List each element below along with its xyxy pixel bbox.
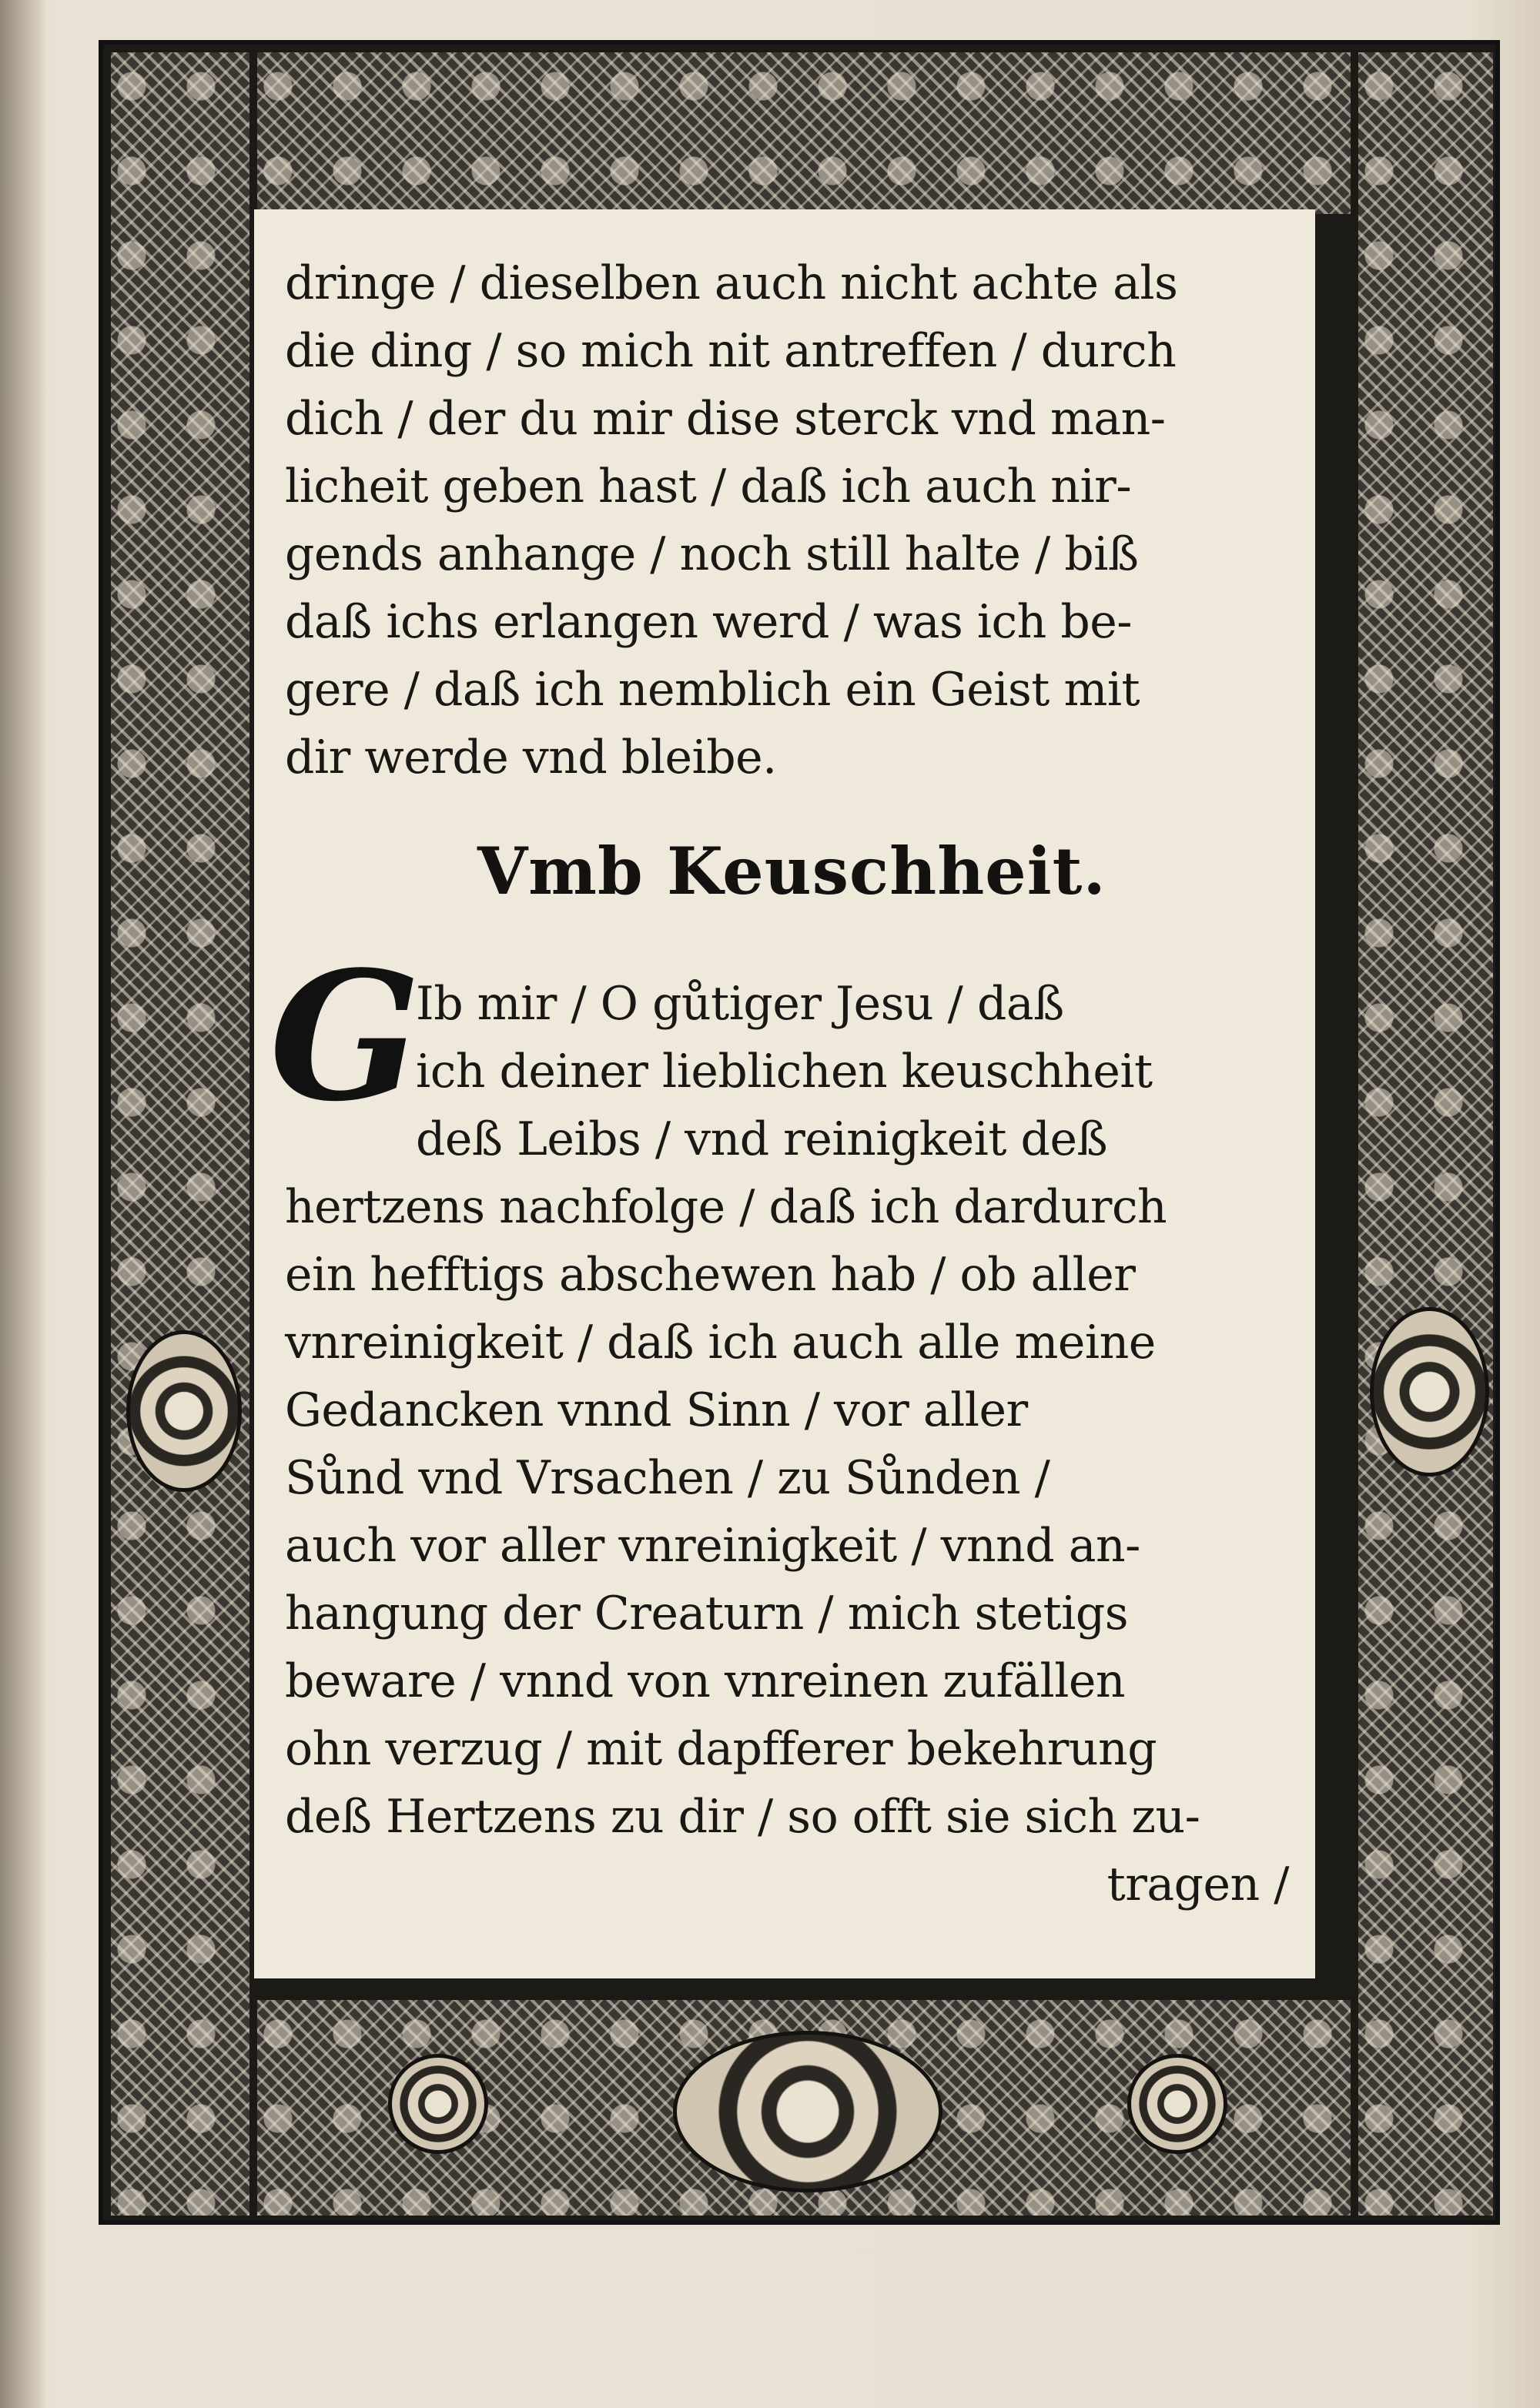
catchword-line: tragen /: [1106, 1858, 1289, 1911]
decorated-initial: G: [270, 933, 421, 1141]
bottom-central-rosette: [673, 2031, 942, 2192]
text-line: licheit geben hast / daß ich auch nir-: [285, 460, 1132, 513]
text-line: die ding / so mich nit antreffen / durch: [285, 324, 1177, 378]
left-medallion: [126, 1330, 242, 1492]
text-line: ohn verzug / mit dapfferer bekehrung: [285, 1722, 1157, 1776]
text-block: [254, 209, 1315, 1978]
bottom-ornament-band: [257, 2000, 1351, 2216]
top-ornament-band: [257, 52, 1351, 214]
text-line: ich deiner lieblichen keuschheit: [416, 1045, 1153, 1099]
text-line: gere / daß ich nemblich ein Geist mit: [285, 663, 1140, 717]
text-line: gends anhange / noch still halte / biß: [285, 527, 1139, 581]
text-line: Gedancken vnnd Sinn / vor aller: [285, 1383, 1028, 1437]
bottom-right-rosette: [1127, 2054, 1227, 2154]
right-ornament-column: [1358, 52, 1493, 2216]
text-line: beware / vnnd von vnreinen zufällen: [285, 1654, 1126, 1708]
text-line: Sůnd vnd Vrsachen / zu Sůnden /: [285, 1451, 1050, 1505]
text-line: dich / der du mir dise sterck vnd man-: [285, 392, 1166, 446]
text-line: dir werde vnd bleibe.: [285, 731, 777, 784]
text-line: ein hefftigs abschewen hab / ob aller: [285, 1248, 1136, 1302]
book-gutter: [0, 0, 46, 2408]
section-heading: Vmb Keuschheit.: [477, 833, 1106, 909]
text-line: deß Leibs / vnd reinigkeit deß: [416, 1112, 1108, 1166]
text-line: Ib mir / O gůtiger Jesu / daß: [416, 977, 1064, 1031]
right-medallion: [1370, 1307, 1489, 1477]
text-line: dringe / dieselben auch nicht achte als: [285, 256, 1178, 310]
text-line: vnreinigkeit / daß ich auch alle meine: [285, 1316, 1156, 1370]
bottom-left-rosette: [388, 2054, 488, 2154]
text-line: hertzens nachfolge / daß ich dardurch: [285, 1180, 1167, 1234]
text-line: auch vor aller vnreinigkeit / vnnd an-: [285, 1519, 1140, 1573]
text-line: daß ichs erlangen werd / was ich be-: [285, 595, 1133, 649]
text-line: hangung der Creaturn / mich stetigs: [285, 1587, 1129, 1640]
text-line: deß Hertzens zu dir / so offt sie sich zu-: [285, 1790, 1200, 1844]
left-ornament-column: [111, 52, 249, 2216]
